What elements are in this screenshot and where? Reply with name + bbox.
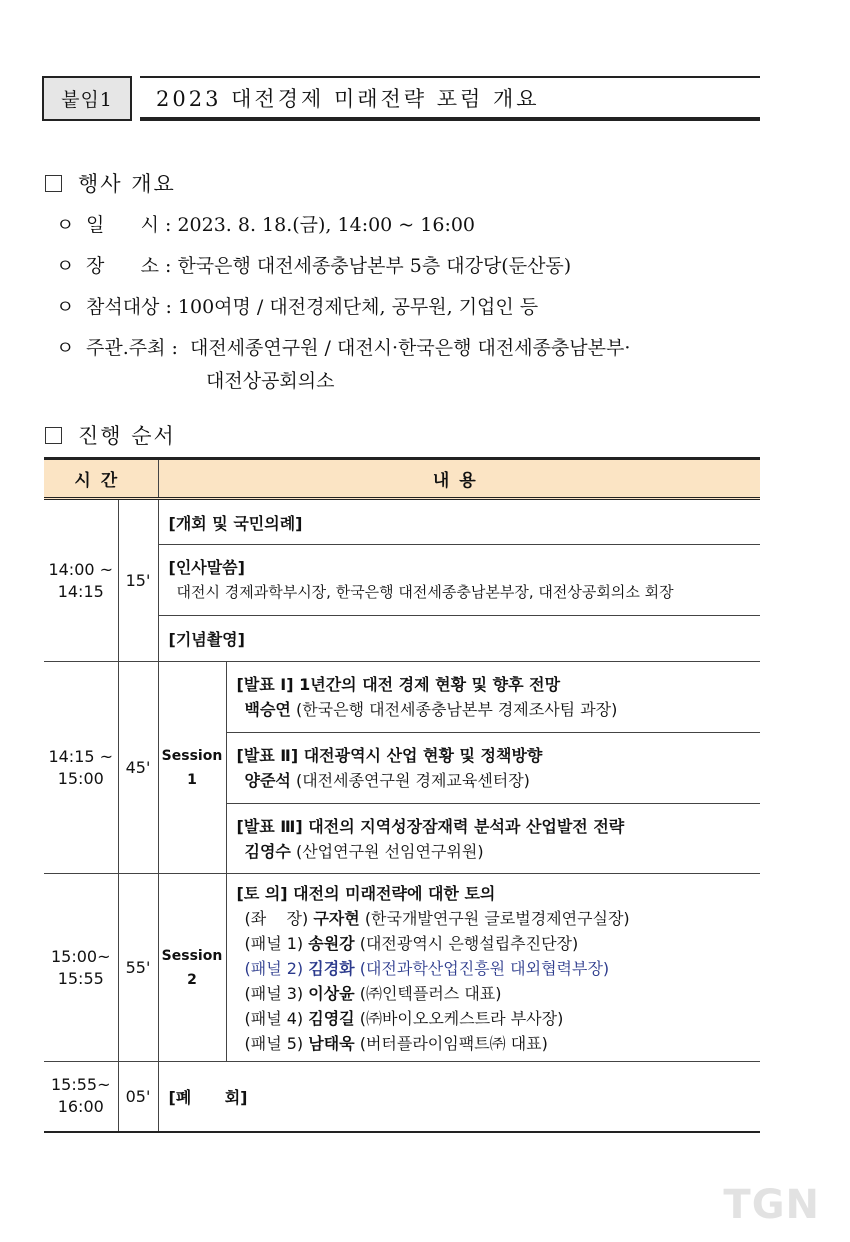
session-number: 1 <box>187 771 197 788</box>
program-heading <box>45 420 176 450</box>
agenda-item <box>226 662 760 733</box>
panel-name: 김영길 <box>308 1009 355 1028</box>
panel-name: 남태욱 <box>308 1034 355 1053</box>
panel-member <box>237 1031 761 1056</box>
table-row <box>44 662 760 733</box>
overview-value: 2023. 8. 18.(금), 14:00 ~ 16:00 <box>177 214 476 236</box>
time-cell <box>44 662 118 874</box>
overview-item-attendees: ㅇ 참석대상 : 100여명 / 대전경제단체, 공무원, 기업인 등 <box>56 292 538 319</box>
panel-role: (패널 3) <box>244 984 304 1003</box>
panel-role: (패널 2) <box>244 959 304 978</box>
overview-item-host: ㅇ 주관.주최 : 대전세종연구원 / 대전시·한국은행 대전세종충남본부· <box>56 333 630 360</box>
panel-role: (좌 장) <box>244 909 309 928</box>
table-row <box>44 499 760 545</box>
overview-item-venue: ㅇ 장 소 : 한국은행 대전세종충남본부 5층 대강당(둔산동) <box>56 251 571 278</box>
panel-member <box>237 906 761 931</box>
time-end: 15:55 <box>57 968 104 988</box>
bullet-icon: ㅇ <box>56 296 75 318</box>
agenda-item <box>226 874 760 1062</box>
program-heading-text: 진행 순서 <box>78 424 176 448</box>
panel-member <box>237 1006 761 1031</box>
agenda-item <box>226 804 760 874</box>
bullet-icon: ㅇ <box>56 255 75 277</box>
watermark-logo: TGN <box>723 1182 820 1228</box>
overview-heading <box>45 168 176 198</box>
duration-cell: 45' <box>118 662 158 874</box>
speaker-name: 백승연 <box>244 700 291 719</box>
table-row <box>44 874 760 1062</box>
checkbox-square-icon <box>45 427 62 444</box>
session-label: Session <box>161 947 223 964</box>
time-start: 14:00 ~ <box>48 559 114 579</box>
panel-affiliation: (한국개발연구원 글로벌경제연구실장) <box>364 909 630 928</box>
bullet-icon: ㅇ <box>56 337 75 359</box>
time-start: 15:55~ <box>50 1075 111 1095</box>
time-cell <box>44 499 118 662</box>
panel-role: (패널 1) <box>244 934 304 953</box>
overview-label: 주관.주최 <box>86 337 166 359</box>
header-content: 내용 <box>158 459 760 499</box>
agenda-item <box>158 545 760 616</box>
attachment-label: 붙임1 <box>42 76 132 121</box>
panel-name: 송원강 <box>308 934 355 953</box>
time-end: 16:00 <box>57 1097 104 1117</box>
session-cell <box>158 662 226 874</box>
session-label: Session <box>161 747 223 764</box>
panel-member <box>237 981 761 1006</box>
header-time: 시간 <box>44 459 158 499</box>
panel-affiliation: (㈜바이오오케스트라 부사장) <box>359 1009 564 1028</box>
overview-value: 한국은행 대전세종충남본부 5층 대강당(둔산동) <box>177 255 572 277</box>
time-start: 14:15 ~ <box>48 746 114 766</box>
panel-name: 김경화 <box>308 959 355 978</box>
speaker-affiliation: (대전세종연구원 경제교육센터장) <box>295 771 530 790</box>
panel-affiliation: (대전광역시 은행설립추진단장) <box>359 934 579 953</box>
panel-name: 구자현 <box>313 909 360 928</box>
table-row <box>44 1062 760 1132</box>
session-cell <box>158 874 226 1062</box>
program-table <box>44 457 760 1133</box>
overview-label: 장 소 <box>86 255 159 277</box>
time-end: 15:00 <box>57 768 104 788</box>
speaker-affiliation: (산업연구원 선임연구위원) <box>295 841 484 861</box>
agenda-title: [발표 Ⅰ] 1년간의 대전 경제 현황 및 향후 전망 <box>236 675 561 694</box>
duration-cell: 05' <box>118 1062 158 1132</box>
agenda-item: [개회 및 국민의례] <box>158 499 760 545</box>
panel-name: 이상윤 <box>308 984 355 1003</box>
duration-cell: 55' <box>118 874 158 1062</box>
panel-role: (패널 4) <box>244 1009 304 1028</box>
speaker-name: 김영수 <box>244 841 291 861</box>
document-title: 2023 대전경제 미래전략 포럼 개요 <box>140 76 760 121</box>
agenda-title: [토 의] 대전의 미래전략에 대한 토의 <box>236 884 496 903</box>
overview-heading-text: 행사 개요 <box>78 172 176 196</box>
agenda-item: [기념촬영] <box>158 616 760 662</box>
overview-label: 일 시 <box>86 214 159 236</box>
document-header <box>42 76 760 121</box>
time-start: 15:00~ <box>50 946 111 966</box>
agenda-title: [발표 Ⅱ] 대전광역시 산업 현황 및 정책방향 <box>236 746 543 765</box>
panel-role: (패널 5) <box>244 1034 304 1053</box>
agenda-title: [발표 Ⅲ] 대전의 지역성장잠재력 분석과 산업발전 전략 <box>236 816 625 836</box>
agenda-item: [폐 회] <box>158 1062 760 1132</box>
panel-affiliation: (㈜인텍플러스 대표) <box>359 984 502 1003</box>
agenda-item <box>226 733 760 804</box>
speaker-name: 양준석 <box>244 771 291 790</box>
overview-value: 100여명 / 대전경제단체, 공무원, 기업인 등 <box>177 296 539 318</box>
bullet-icon: ㅇ <box>56 214 75 236</box>
panel-affiliation: (대전과학산업진흥원 대외협력부장) <box>359 959 610 978</box>
panel-member <box>237 931 761 956</box>
agenda-title: [인사말씀] <box>168 558 245 577</box>
speaker-affiliation: (한국은행 대전세종충남본부 경제조사팀 과장) <box>295 700 618 719</box>
time-cell <box>44 1062 118 1132</box>
time-end: 14:15 <box>57 581 104 601</box>
agenda-detail: 대전시 경제과학부시장, 한국은행 대전세종충남본부장, 대전상공회의소 회장 <box>176 583 674 601</box>
panel-member <box>237 956 761 981</box>
overview-host-continued: 대전상공회의소 <box>206 370 335 392</box>
duration-cell: 15' <box>118 499 158 662</box>
table-header-row <box>44 459 760 499</box>
overview-label: 참석대상 <box>86 296 160 318</box>
overview-value: 대전세종연구원 / 대전시·한국은행 대전세종충남본부· <box>190 337 631 359</box>
checkbox-square-icon <box>45 175 62 192</box>
session-number: 2 <box>187 971 197 988</box>
time-cell <box>44 874 118 1062</box>
overview-item-date: ㅇ 일 시 : 2023. 8. 18.(금), 14:00 ~ 16:00 <box>56 210 475 237</box>
panel-affiliation: (버터플라이임팩트㈜ 대표) <box>359 1034 548 1053</box>
